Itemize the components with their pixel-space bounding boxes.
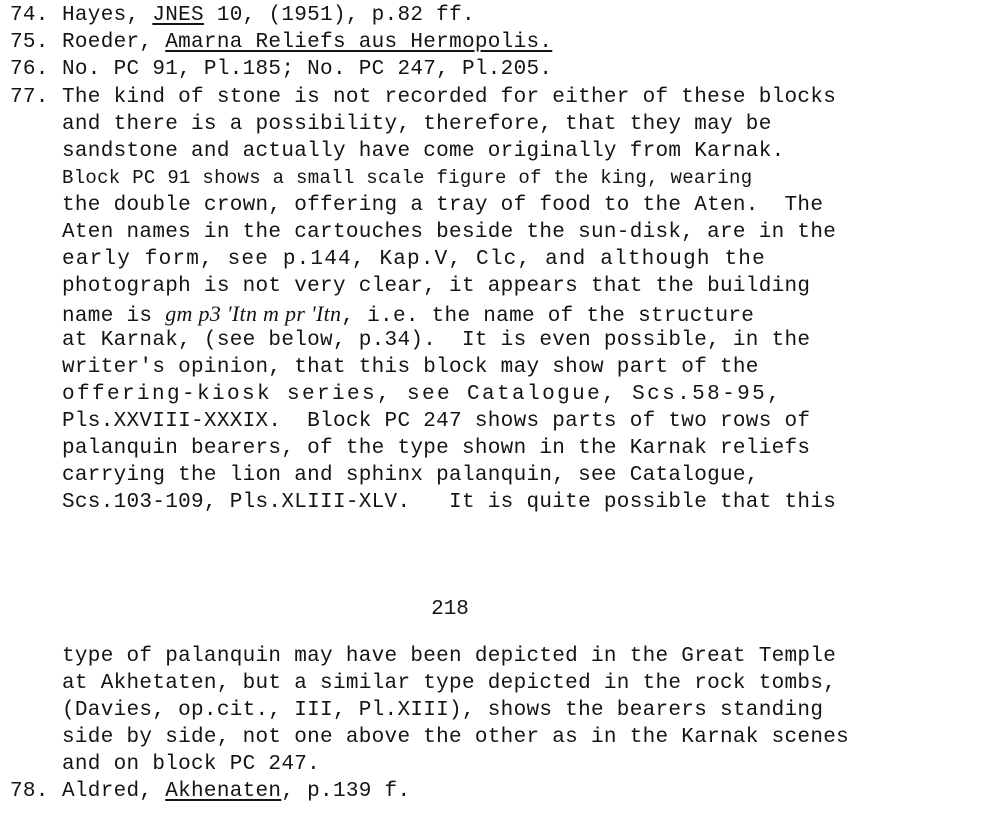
note-citation: 10, (1951), p.82 ff. [203, 4, 475, 27]
note-text: , i.e. the name of the structure [341, 305, 755, 328]
note-author: Roeder, [62, 31, 166, 54]
note-author: Aldred, [62, 780, 166, 803]
note-77-line-13: Pls.XXVIII-XXXIX. Block PC 247 shows parts of two rows of [62, 410, 811, 433]
note-77-line-10: at Karnak, (see below, p.34). It is even possible, in the [62, 329, 811, 352]
note-77-line-4: Block PC 91 shows a small scale figure of the king, wearing [62, 167, 753, 189]
note-77-continued-line-1: type of palanquin may have been depicted in the Great Temple [62, 645, 837, 668]
note-number: 76. [10, 58, 49, 81]
note-77-line-2: and there is a possibility, therefore, that they may be [62, 113, 772, 136]
egyptian-transliteration: gm p3 'Itn m pr 'Itn [165, 301, 342, 326]
note-77-line-7: early form, see p.144, Kap.V, Clc, and although the [62, 248, 766, 271]
note-journal: JNES [152, 4, 204, 27]
note-number: 75. [10, 31, 49, 54]
note-title: Akhenaten [165, 780, 282, 803]
note-77-continued-line-2: at Akhetaten, but a similar type depicted in the rock tombs, [62, 672, 837, 695]
note-title: Amarna Reliefs aus Hermopolis. [165, 31, 553, 54]
note-77-line-8: photograph is not very clear, it appears that the building [62, 275, 811, 298]
note-text: name is [62, 305, 166, 328]
note-number: 74. [10, 4, 49, 27]
note-77-line-12: offering-kiosk series, see Catalogue, Scs.58-95, [62, 383, 783, 406]
note-76 [10, 56, 552, 83]
note-number: 77. [10, 86, 49, 109]
note-77-line-14: palanquin bearers, of the type shown in the Karnak reliefs [62, 437, 811, 460]
note-77-line-9 [62, 300, 754, 327]
note-77-continued-line-4: side by side, not one above the other as in the Karnak scenes [62, 726, 850, 749]
note-text: No. PC 91, Pl.185; No. PC 247, Pl.205. [62, 58, 553, 81]
note-77-line-5: the double crown, offering a tray of food to the Aten. The [62, 194, 824, 217]
note-77-line-6: Aten names in the cartouches beside the sun-disk, are in the [62, 221, 837, 244]
note-number: 78. [10, 780, 49, 803]
note-74 [10, 2, 475, 29]
note-citation: , p.139 f. [281, 780, 411, 803]
note-75 [10, 29, 552, 56]
page-number: 218 [431, 598, 469, 621]
note-78 [10, 778, 410, 805]
note-77-line-1 [10, 84, 836, 111]
note-77-line-3: sandstone and actually have come originally from Karnak. [62, 140, 785, 163]
note-77-line-11: writer's opinion, that this block may show part of the [62, 356, 759, 379]
note-author: Hayes, [62, 4, 153, 27]
note-text-line: The kind of stone is not recorded for either of these blocks [62, 86, 837, 109]
note-77-line-15: carrying the lion and sphinx palanquin, see Catalogue, [62, 464, 759, 487]
note-77-continued-line-5: and on block PC 247. [62, 753, 321, 776]
note-77-continued-line-3: (Davies, op.cit., III, Pl.XIII), shows the bearers standing [62, 699, 824, 722]
note-77-line-16: Scs.103-109, Pls.XLIII-XLV. It is quite possible that this [62, 491, 837, 514]
